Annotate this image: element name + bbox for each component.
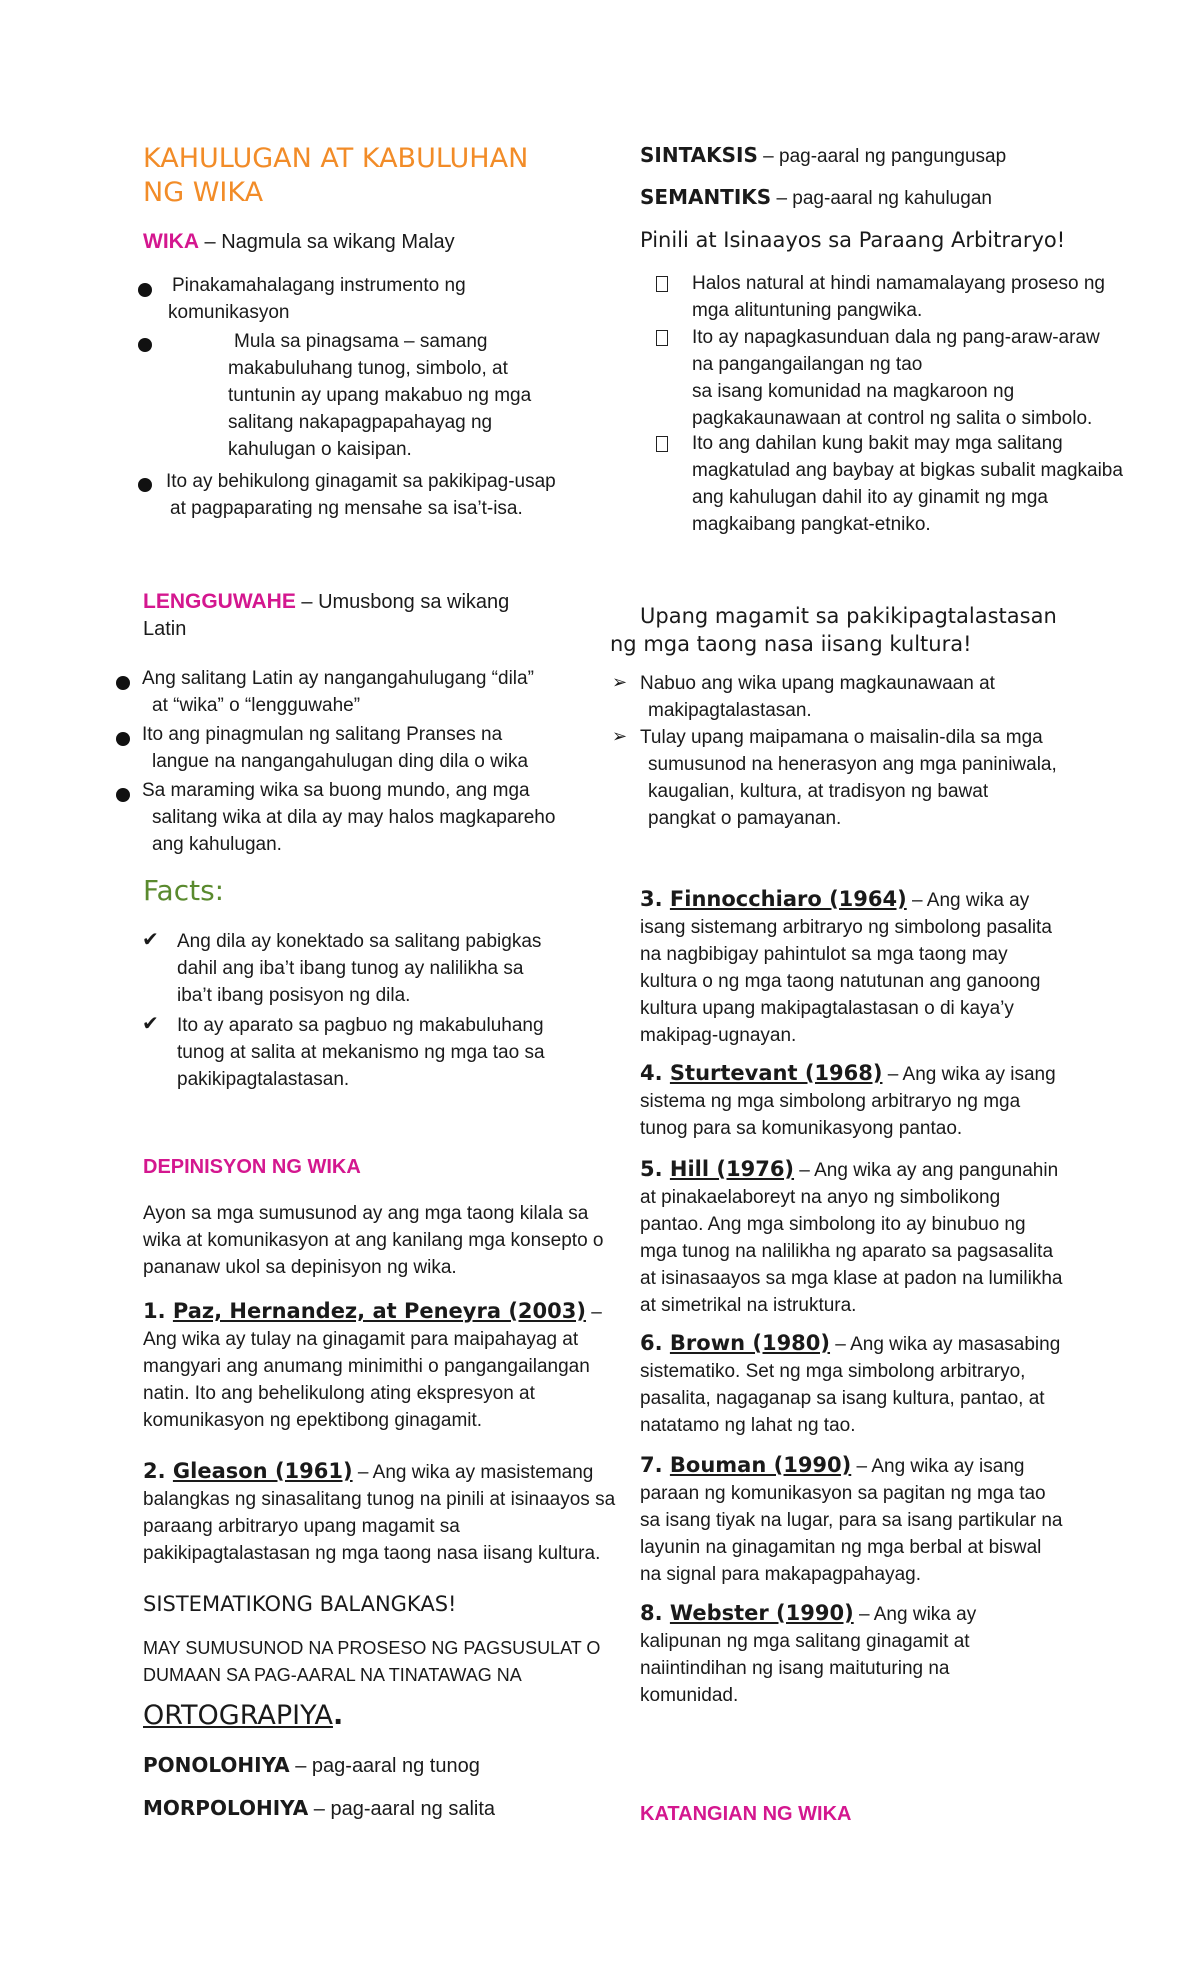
ponolohiya-definition [143, 1752, 480, 1780]
text-line: pasalita, nagaganap sa isang kultura, pantao, at [640, 1388, 1045, 1409]
text-line: paraang arbitraryo upang magamit sa [143, 1516, 460, 1537]
text-line: Nabuo ang wika upang magkaunawaan at [640, 673, 995, 694]
text-line: komunikasyon ng epektibong ginagamit. [143, 1410, 483, 1431]
text-line: tunog para sa komunikasyong pantao. [640, 1118, 963, 1139]
bullet-dot [138, 283, 152, 297]
bullet-dot [116, 732, 130, 746]
text-line: Ito ay behikulong ginagamit sa pakikipag-usap [166, 471, 556, 492]
text-line: tuntunin ay upang makabuo ng mga [228, 385, 532, 406]
def-number: 4. [640, 1061, 663, 1085]
def-author: Finnocchiaro (1964) [669, 887, 907, 911]
list-item [177, 1012, 545, 1093]
def-first: – Ang wika ay [853, 1604, 977, 1625]
bullet-dot [116, 788, 130, 802]
text-line: Pinakamahalagang instrumento ng [172, 275, 466, 296]
arrow-bullet-icon: ➢ [612, 672, 628, 693]
def-number: 5. [640, 1157, 663, 1181]
checkmark-icon: ✔ [142, 1011, 159, 1035]
bullet-dot [138, 338, 152, 352]
text-line: Halos natural at hindi namamalayang proseso ng [692, 273, 1105, 294]
def-author: Webster (1990) [669, 1601, 854, 1625]
text-line: makipagtalastasan. [648, 700, 812, 721]
bullet-dot [138, 478, 152, 492]
lengguwahe-definition [143, 588, 509, 643]
text-line: sistema ng mga simbolong arbitraryo ng mga [640, 1091, 1021, 1112]
arbitraryo-heading: Pinili at Isinaayos sa Paraang Arbitraryo! [640, 228, 1066, 252]
definition-4 [640, 1060, 1056, 1142]
depinisyon-title: DEPINISYON NG WIKA [143, 1156, 361, 1178]
missing-glyph-box-icon [656, 330, 668, 346]
text-line: sistematiko. Set ng mga simbolong arbitraryo, [640, 1361, 1026, 1382]
def-author: Gleason (1961) [172, 1459, 353, 1483]
text-line: ng mga taong nasa iisang kultura! [610, 632, 972, 656]
text-line: layunin na ginagamitan ng mga berbal at biswal [640, 1537, 1042, 1558]
text-line: Ang salitang Latin ay nangangahulugang “dila” [142, 668, 534, 689]
definition-2 [143, 1458, 615, 1567]
text-line: Ito ang dahilan kung bakit may mga salitang [692, 433, 1063, 454]
semantiks-term: SEMANTIKS [640, 185, 772, 209]
text-line: Ito ang pinagmulan ng salitang Pranses na [142, 724, 503, 745]
def-number: 8. [640, 1601, 663, 1625]
def-number: 3. [640, 887, 663, 911]
text-line: kultura o ng mga taong natutunan ang ganoong [640, 971, 1041, 992]
arrow-bullet-icon: ➢ [612, 726, 628, 747]
text-line: Ito ay aparato sa pagbuo ng makabuluhang [177, 1015, 544, 1036]
list-item [692, 324, 1100, 432]
def-author: Sturtevant (1968) [669, 1061, 883, 1085]
definition-5 [640, 1156, 1062, 1319]
text-line: mga alituntuning pangwika. [692, 300, 923, 321]
list-item [692, 270, 1105, 324]
morpolohiya-def: – pag-aaral ng salita [308, 1798, 496, 1820]
text-line: kultura upang makipagtalastasan o di kaya’y [640, 998, 1014, 1019]
text-line: magkaibang pangkat-etniko. [692, 514, 931, 535]
text-line: sa isang tiyak na lugar, para sa isang partikular na [640, 1510, 1063, 1531]
text-line: at isinasaayos sa mga klase at padon na lumilikha [640, 1268, 1063, 1289]
text-line: salitang wika at dila ay may halos magkapareho [152, 807, 556, 828]
lengguwahe-def: – Umusbong sa wikang [295, 591, 510, 613]
text-line: sumusunod na henerasyon ang mga paniniwala, [648, 754, 1057, 775]
proseso-text [143, 1635, 600, 1689]
text-line: natin. Ito ang behelikulong ating ekspresyon at [143, 1383, 535, 1404]
sintaksis-def: – pag-aaral ng pangungusap [757, 146, 1007, 167]
wika-definition [143, 228, 455, 256]
def-number: 2. [143, 1459, 166, 1483]
wika-term: WIKA [143, 230, 199, 253]
text-line: salitang nakapagpapahayag ng [228, 412, 493, 433]
definition-1 [143, 1298, 602, 1434]
semantiks-definition [640, 184, 992, 212]
text-line: Upang magamit sa pakikipagtalastasan [640, 604, 1057, 628]
def-author: Brown (1980) [669, 1331, 831, 1355]
def-number: 6. [640, 1331, 663, 1355]
list-item [640, 724, 1057, 832]
text-line: kahulugan o kaisipan. [228, 439, 412, 460]
sistematiko-heading: SISTEMATIKONG BALANGKAS! [143, 1592, 457, 1616]
list-item [640, 670, 995, 724]
text-line: naiintindihan ng isang maituturing na [640, 1658, 950, 1679]
morpolohiya-definition [143, 1795, 495, 1823]
text-line: tunog at salita at mekanismo ng mga tao sa [177, 1042, 545, 1063]
text-line: dahil ang iba’t ibang tunog ay nalilikha sa [177, 958, 524, 979]
ponolohiya-term: PONOLOHIYA [143, 1753, 290, 1777]
ortograpiya-word: ORTOGRAPIYA [143, 1700, 333, 1731]
depinisyon-intro [143, 1200, 604, 1281]
list-item [142, 777, 555, 858]
text-line: magkatulad ang baybay at bigkas subalit magkaiba [692, 460, 1123, 481]
text-line: komunikasyon [168, 302, 290, 323]
list-item [177, 928, 541, 1009]
lengguwahe-def-2: Latin [143, 618, 187, 640]
text-line: langue na nangangahulugan ding dila o wika [152, 751, 529, 772]
text-line: at pagpaparating ng mensahe sa isa’t-isa. [170, 498, 523, 519]
title-line-2: NG WIKA [143, 177, 264, 208]
text-line: pagkakaunawaan at control ng salita o simbolo. [692, 408, 1093, 429]
text-line: at simetrikal na istruktura. [640, 1295, 857, 1316]
def-first: – Ang wika ay isang [851, 1456, 1025, 1477]
def-number: 1. [143, 1299, 166, 1323]
def-author: Paz, Hernandez, at Peneyra (2003) [172, 1299, 586, 1323]
text-line: Ang dila ay konektado sa salitang pabigkas [177, 931, 542, 952]
text-line: pakikipagtalastasan. [177, 1069, 350, 1090]
text-line: balangkas ng sinasalitang tunog na pinili at isinaayos sa [143, 1489, 616, 1510]
text-line: makipag-ugnayan. [640, 1025, 797, 1046]
text-line: MAY SUMUSUNOD NA PROSESO NG PAGSUSULAT O [143, 1638, 601, 1658]
text-line: at pinakaelaboreyt na anyo ng simbolikong [640, 1187, 1001, 1208]
page-title [143, 142, 528, 210]
text-line: DUMAAN SA PAG-AARAL NA TINATAWAG NA [143, 1665, 522, 1685]
text-line: natatamo ng lahat ng tao. [640, 1415, 856, 1436]
sintaksis-definition [640, 142, 1006, 170]
bullet-dot [116, 676, 130, 690]
missing-glyph-box-icon [656, 276, 668, 292]
list-item [142, 665, 534, 719]
text-line: makabuluhang tunog, simbolo, at [228, 358, 508, 379]
text-line: paraan ng komunikasyon sa pagitan ng mga tao [640, 1483, 1046, 1504]
katangian-title: KATANGIAN NG WIKA [640, 1803, 852, 1825]
facts-title: Facts: [143, 874, 225, 907]
upang-heading [610, 602, 1057, 658]
text-line: na signal para makapagpahayag. [640, 1564, 921, 1585]
checkmark-icon: ✔ [142, 927, 159, 951]
text-line: pangkat o pamayanan. [648, 808, 842, 829]
list-item [166, 468, 556, 522]
text-line: kalipunan ng mga salitang ginagamit at [640, 1631, 970, 1652]
list-item [228, 328, 531, 463]
text-line: iba’t ibang posisyon ng dila. [177, 985, 411, 1006]
def-number: 7. [640, 1453, 663, 1477]
semantiks-def: – pag-aaral ng kahulugan [771, 188, 992, 209]
text-line: na nagbibigay pahintulot sa mga taong may [640, 944, 1008, 965]
definition-6 [640, 1330, 1060, 1439]
ortograpiya-heading [143, 1700, 343, 1731]
def-author: Hill (1976) [669, 1157, 795, 1181]
text-line: pakikipagtalastasan ng mga taong nasa iisang kultura. [143, 1543, 601, 1564]
ortograpiya-dot: . [332, 1700, 344, 1731]
list-item [142, 721, 528, 775]
definition-8 [640, 1600, 976, 1709]
text-line: Sa maraming wika sa buong mundo, ang mga [142, 780, 530, 801]
text-line: Mula sa pinagsama – samang [234, 331, 488, 352]
text-line: Ayon sa mga sumusunod ay ang mga taong kilala sa [143, 1203, 589, 1224]
def-author: Bouman (1990) [669, 1453, 852, 1477]
text-line: pantao. Ang mga simbolong ito ay binubuo ng [640, 1214, 1026, 1235]
list-item [168, 272, 466, 326]
list-item [692, 430, 1123, 538]
def-dash: – [585, 1302, 602, 1323]
text-line: kaugalian, kultura, at tradisyon ng bawat [648, 781, 989, 802]
definition-3 [640, 886, 1052, 1049]
text-line: wika at komunikasyon at ang kanilang mga konsepto o [143, 1230, 604, 1251]
text-line: mga tunog na nalilikha ng aparato sa pagsasalita [640, 1241, 1054, 1262]
morpolohiya-term: MORPOLOHIYA [143, 1796, 309, 1820]
def-first: – Ang wika ay masistemang [352, 1462, 594, 1483]
text-line: isang sistemang arbitraryo ng simbolong pasalita [640, 917, 1052, 938]
text-line: komunidad. [640, 1685, 739, 1706]
definition-7 [640, 1452, 1062, 1588]
lengguwahe-term: LENGGUWAHE [143, 590, 296, 613]
text-line: at “wika” o “lengguwahe” [152, 695, 361, 716]
def-first: – Ang wika ay [906, 890, 1030, 911]
text-line: Tulay upang maipamana o maisalin-dila sa mga [640, 727, 1043, 748]
title-line-1: KAHULUGAN AT KABULUHAN [143, 143, 529, 174]
text-line: mangyari ang anumang minimithi o pangangailangan [143, 1356, 590, 1377]
text-line: ang kahulugan dahil ito ay ginamit ng mga [692, 487, 1048, 508]
def-first: – Ang wika ay masasabing [830, 1334, 1061, 1355]
sintaksis-term: SINTAKSIS [640, 143, 758, 167]
missing-glyph-box-icon [656, 436, 668, 452]
def-first: – Ang wika ay ang pangunahin [794, 1160, 1059, 1181]
wika-def: – Nagmula sa wikang Malay [199, 231, 455, 253]
text-line: Ito ay napagkasunduan dala ng pang-araw-araw [692, 327, 1100, 348]
text-line: pananaw ukol sa depinisyon ng wika. [143, 1257, 457, 1278]
text-line: na pangangailangan ng tao [692, 354, 923, 375]
def-first: – Ang wika ay isang [882, 1064, 1056, 1085]
text-line: ang kahulugan. [152, 834, 282, 855]
text-line: Ang wika ay tulay na ginagamit para maipahayag at [143, 1329, 579, 1350]
text-line: sa isang komunidad na magkaroon ng [692, 381, 1015, 402]
ponolohiya-def: – pag-aaral ng tunog [289, 1755, 480, 1777]
